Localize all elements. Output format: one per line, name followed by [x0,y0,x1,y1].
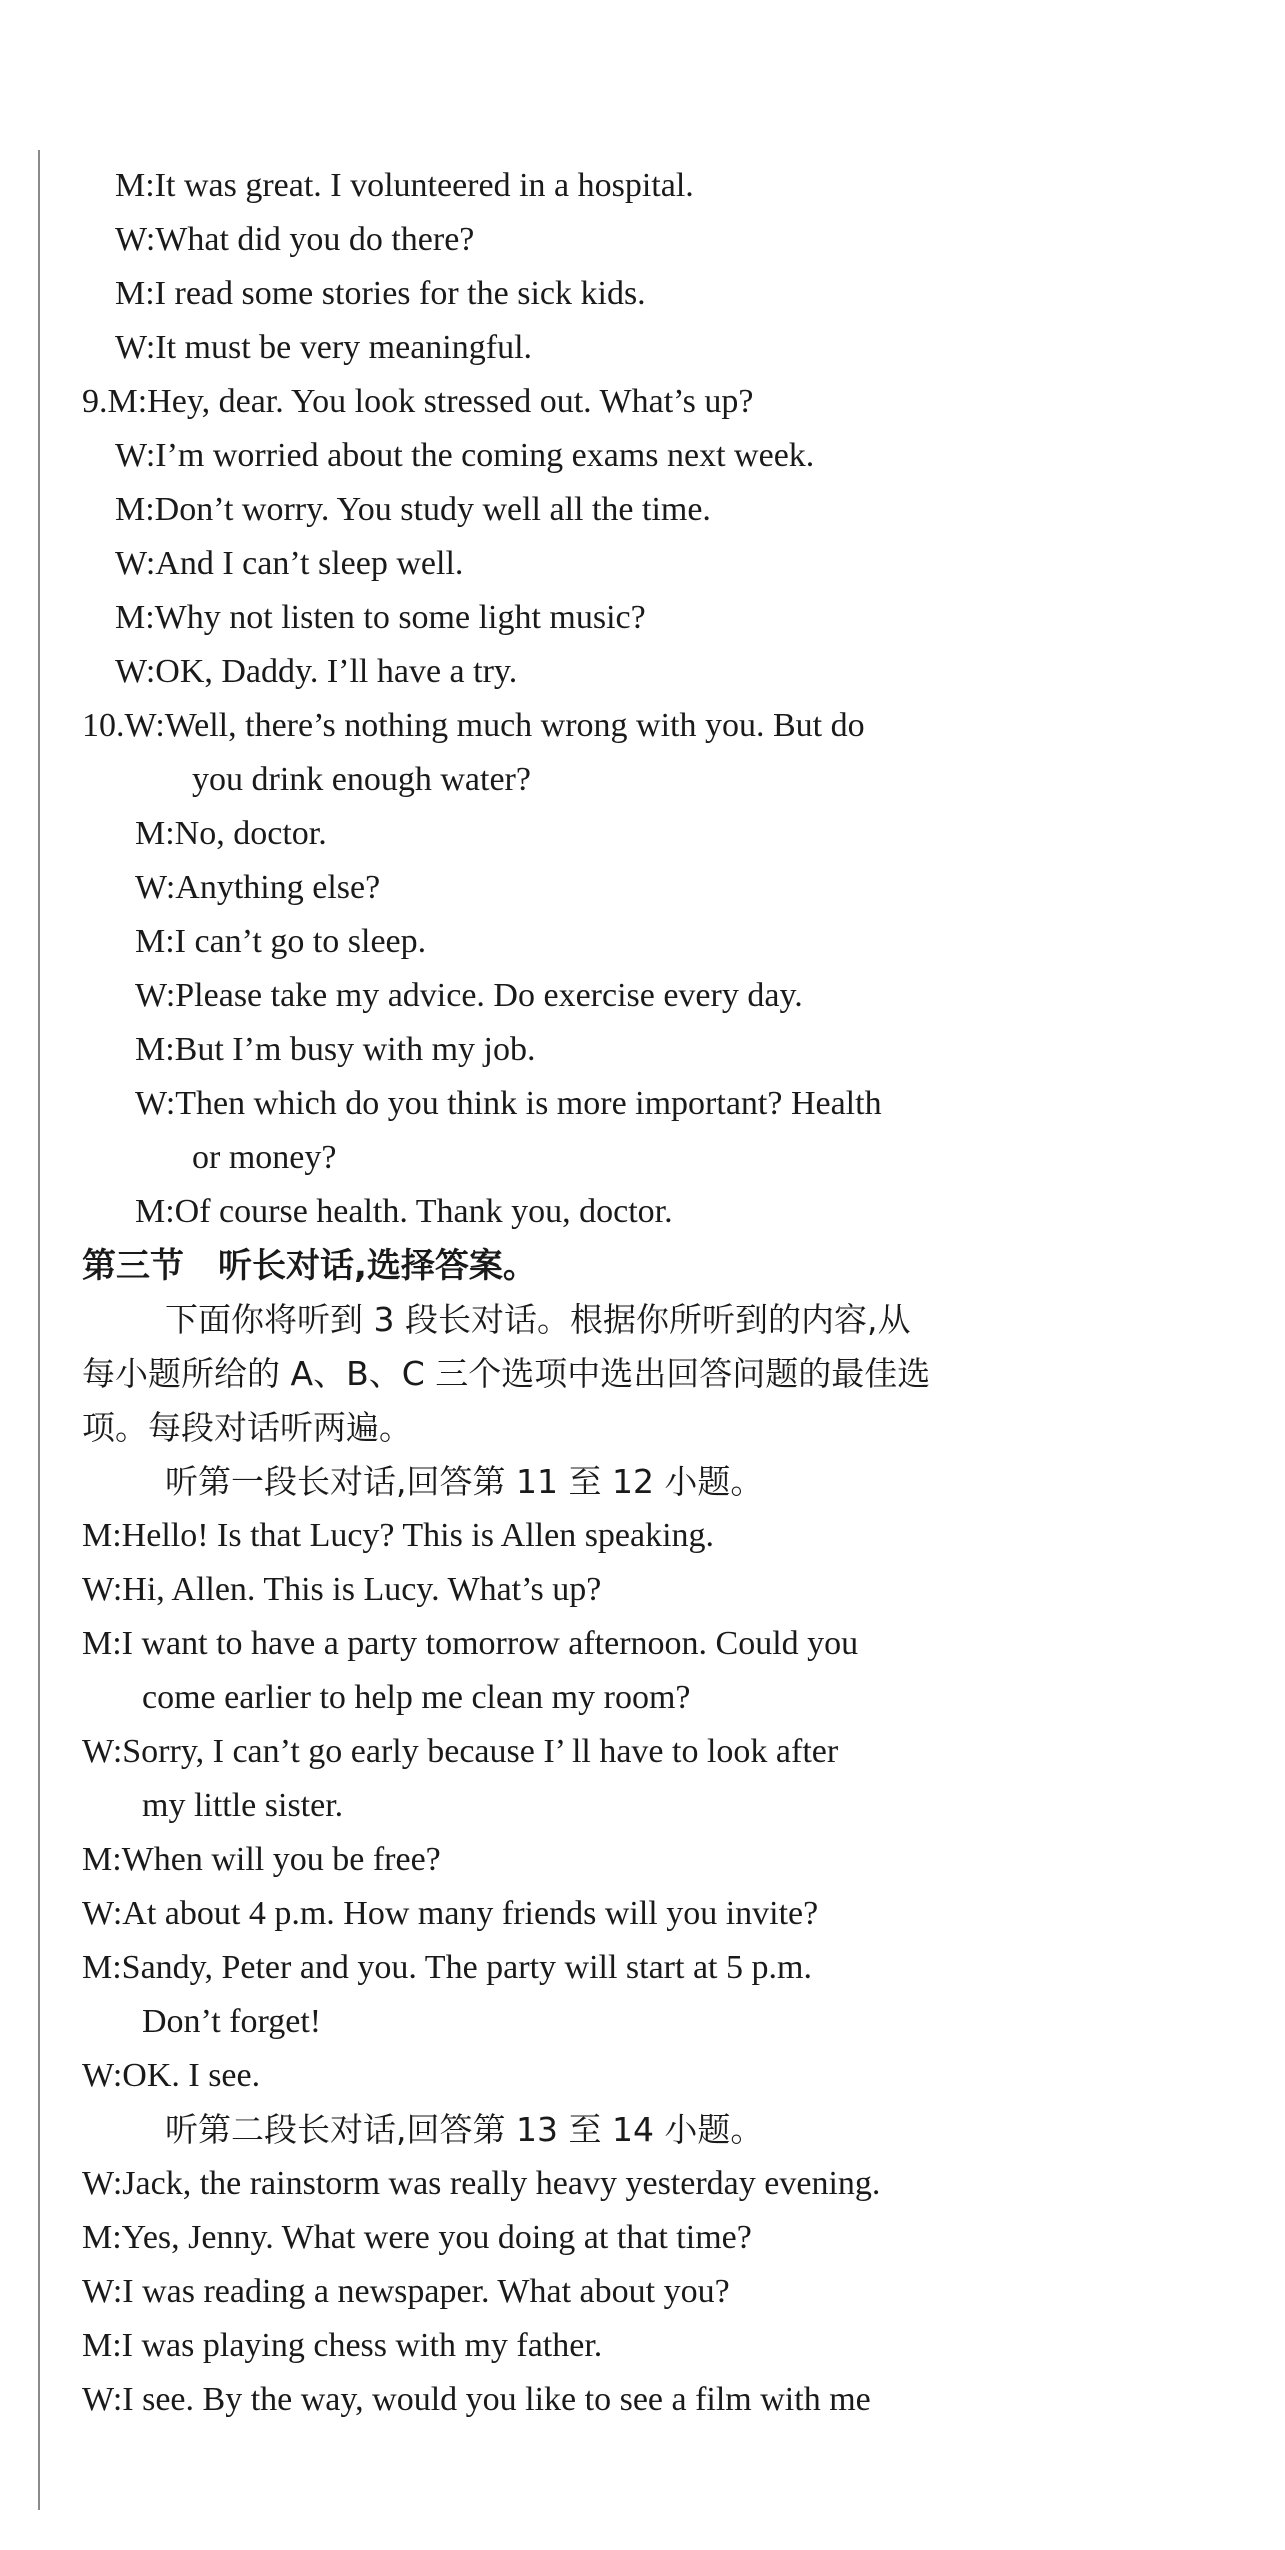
text-line: W:Then which do you think is more important? Health [135,1085,882,1122]
subsection-label: 听第一段长对话,回答第 11 至 12 小题。 [165,1462,764,1501]
text-line: come earlier to help me clean my room? [142,1679,691,1716]
text-line: W:Anything else? [135,869,381,906]
instruction-text: 项。每段对话听两遍。 [82,1408,412,1447]
text-line: my little sister. [142,1787,344,1824]
text-line: M:I read some stories for the sick kids. [115,275,646,312]
text-line: W:I was reading a newspaper. What about you? [82,2273,730,2310]
text-line: W:OK. I see. [82,2057,261,2094]
subsection-label: 听第二段长对话,回答第 13 至 14 小题。 [165,2110,764,2149]
text-line: W:It must be very meaningful. [115,329,533,366]
text-line: M:But I’m busy with my job. [135,1031,536,1068]
text-line: W:What did you do there? [115,221,475,258]
text-line: M:No, doctor. [135,815,327,852]
text-line: M:Don’t worry. You study well all the time. [115,491,711,528]
text-line: 9.M:Hey, dear. You look stressed out. What’s up? [82,383,754,420]
text-line: M:Hello! Is that Lucy? This is Allen speaking. [82,1517,715,1554]
text-line: M:I want to have a party tomorrow afternoon. Could you [82,1625,859,1662]
text-line: W:OK, Daddy. I’ll have a try. [115,653,518,690]
text-line: M:Yes, Jenny. What were you doing at that time? [82,2219,752,2256]
instruction-text: 下面你将听到 3 段长对话。根据你所听到的内容,从 [165,1300,911,1339]
text-line: Don’t forget! [142,2003,322,2040]
text-line: W:Please take my advice. Do exercise every day. [135,977,803,1014]
text-line: M:I can’t go to sleep. [135,923,427,960]
instruction-text: 每小题所给的 A、B、C 三个选项中选出回答问题的最佳选 [82,1354,931,1393]
text-line: you drink enough water? [192,761,531,798]
text-line: 10.W:Well, there’s nothing much wrong with you. But do [82,707,865,744]
text-line: W:Jack, the rainstorm was really heavy yesterday evening. [82,2165,881,2202]
text-line: W:I see. By the way, would you like to see a film with me [82,2381,871,2418]
text-line: M:Sandy, Peter and you. The party will start at 5 p.m. [82,1949,812,1986]
text-line: W:At about 4 p.m. How many friends will you invite? [82,1895,819,1932]
text-line: W:And I can’t sleep well. [115,545,464,582]
text-line: W:Hi, Allen. This is Lucy. What’s up? [82,1571,602,1608]
text-line: M:Why not listen to some light music? [115,599,646,636]
text-line: M:Of course health. Thank you, doctor. [135,1193,673,1230]
text-line: W:Sorry, I can’t go early because I’ ll have to look after [82,1733,839,1770]
text-line: M:When will you be free? [82,1841,441,1878]
section-heading: 第三节 听长对话,选择答案。 [82,1246,537,1286]
text-line: W:I’m worried about the coming exams next week. [115,437,815,474]
text-line: or money? [192,1139,337,1176]
text-line: M:It was great. I volunteered in a hospital. [115,167,694,204]
text-line: M:I was playing chess with my father. [82,2327,603,2364]
